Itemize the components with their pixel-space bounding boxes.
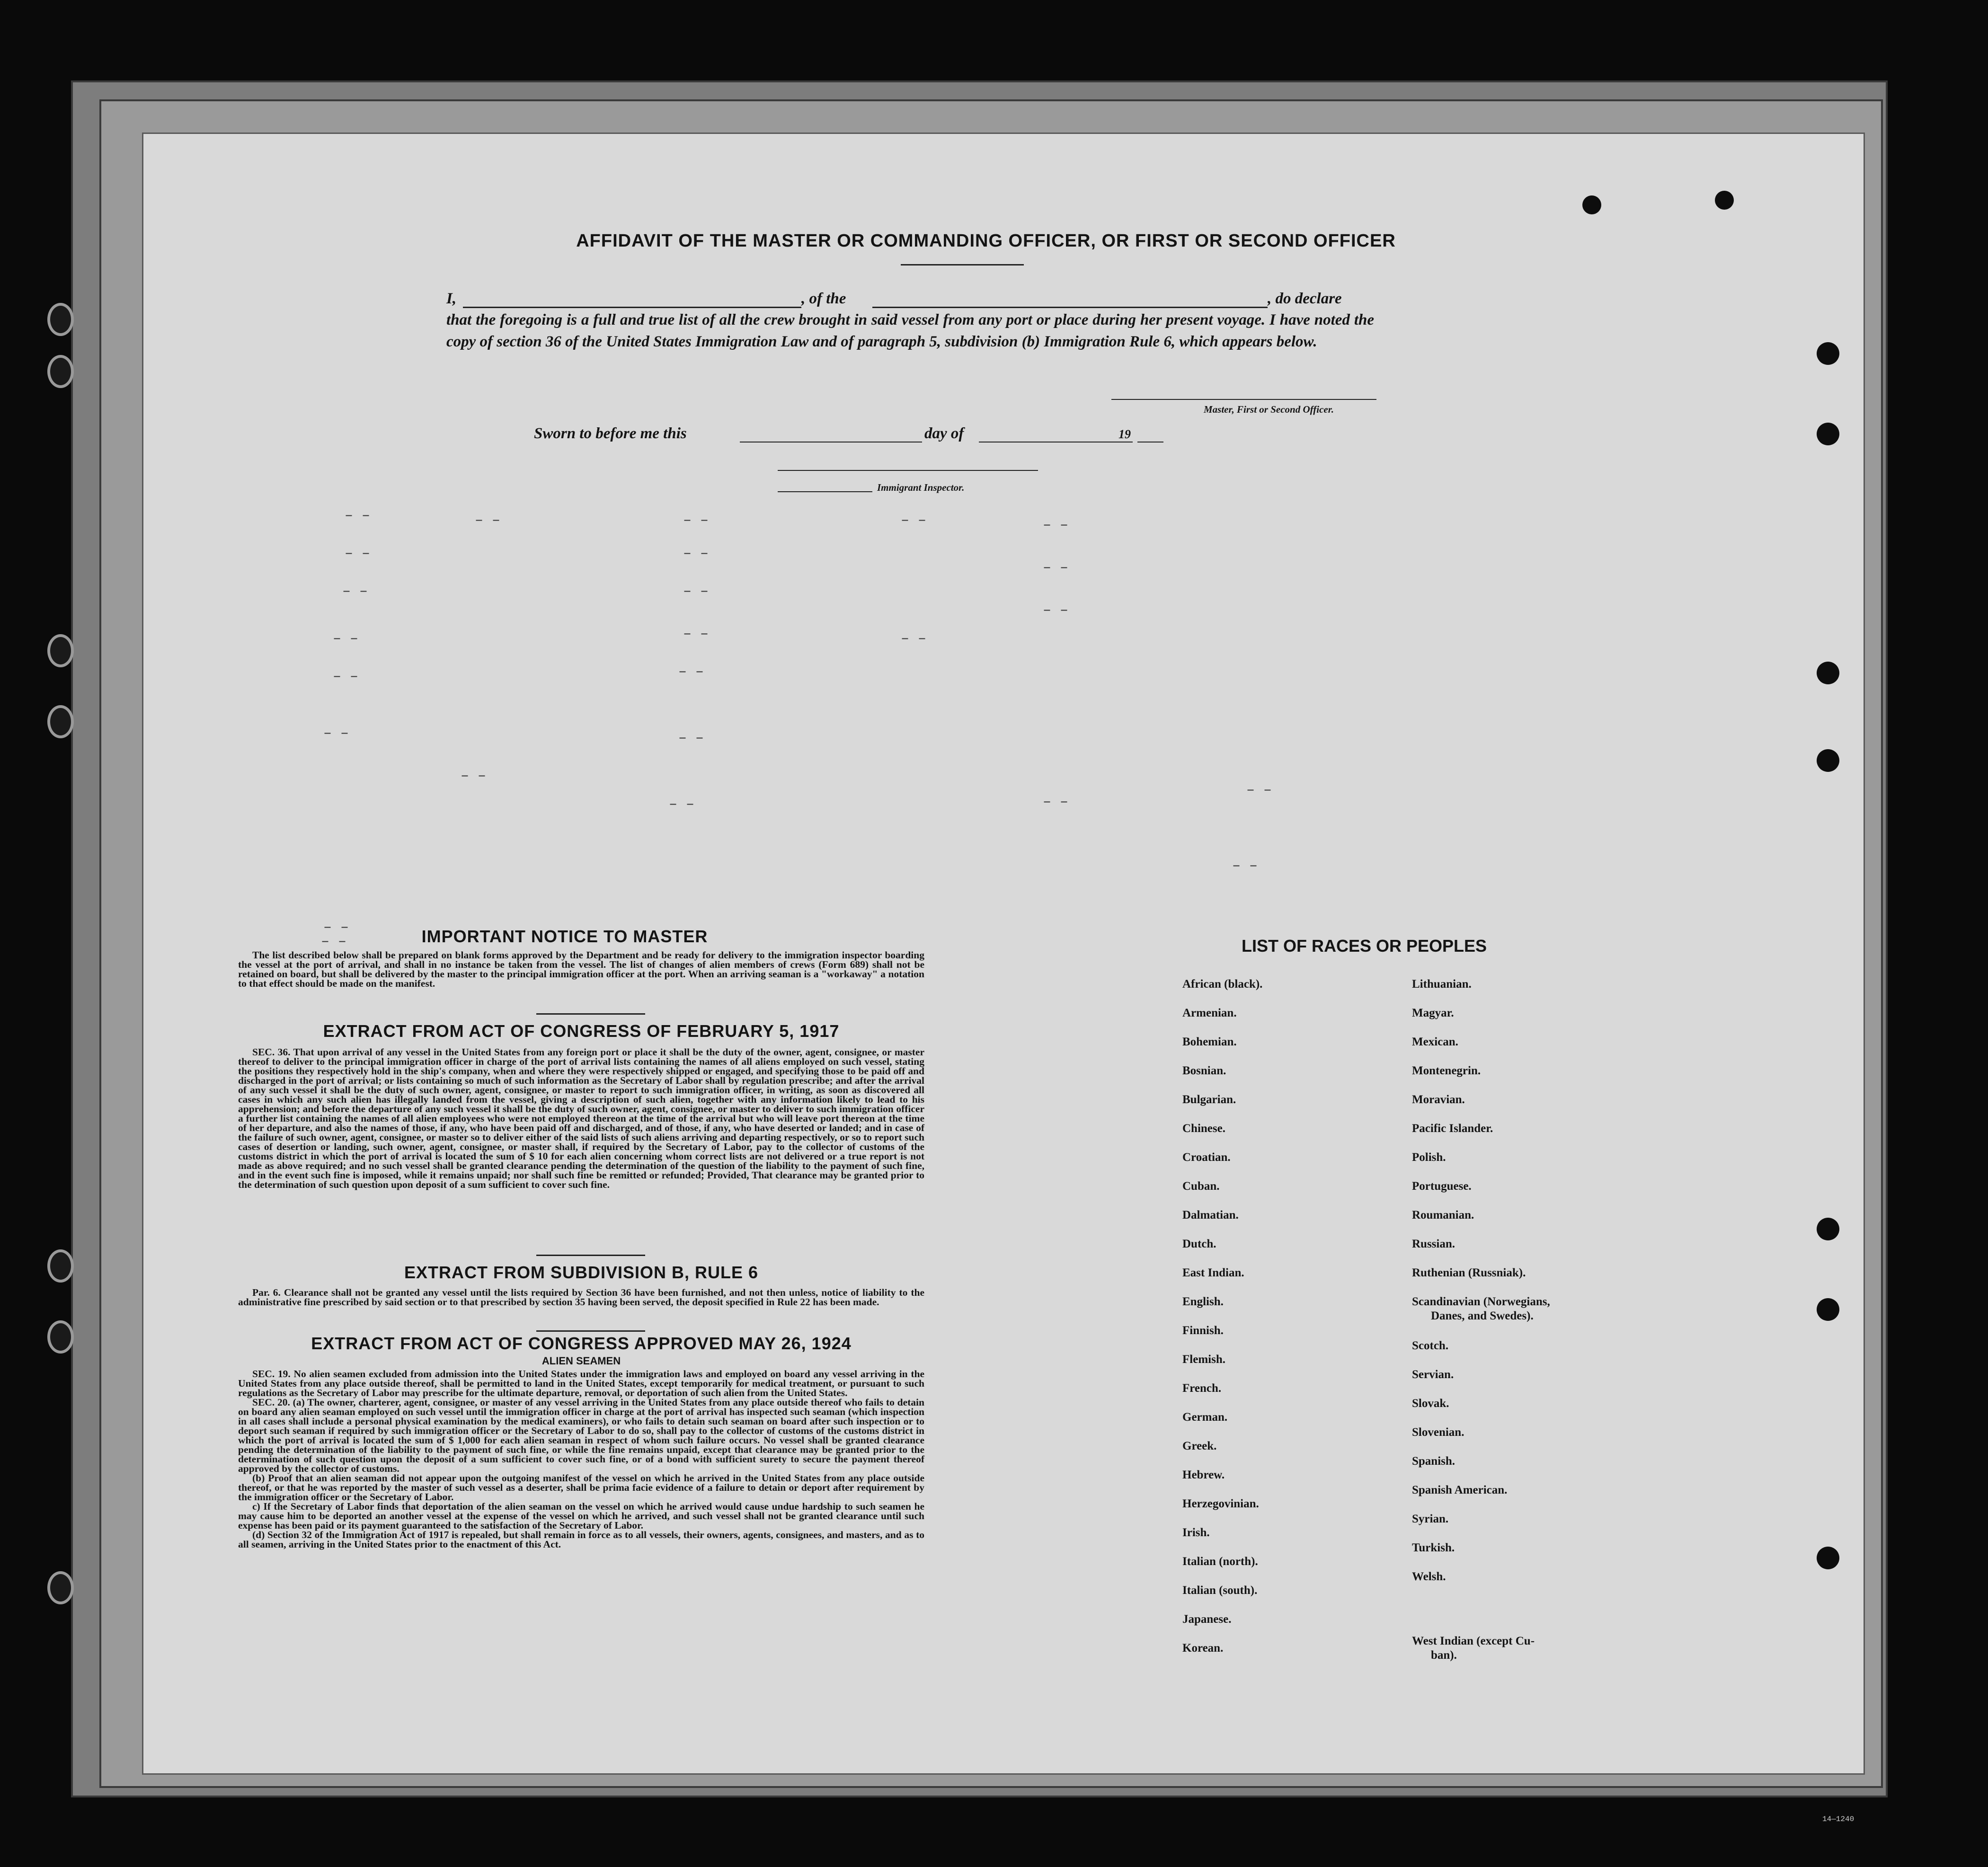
signature-line	[1111, 399, 1376, 400]
race-item: Herzegovinian.	[1182, 1497, 1259, 1510]
divider	[536, 1330, 645, 1332]
bleed-mark: – –	[901, 631, 927, 647]
bleed-mark: – –	[333, 669, 359, 685]
race-item: Flemish.	[1182, 1353, 1225, 1366]
bleed-mark: – –	[1043, 602, 1069, 619]
race-item: Hebrew.	[1182, 1469, 1225, 1481]
bleed-mark: – –	[678, 664, 704, 680]
bleed-mark: – –	[1232, 858, 1258, 874]
bleed-mark: – –	[1043, 794, 1069, 810]
race-item: Greek.	[1182, 1440, 1217, 1452]
blank-line	[778, 470, 1038, 471]
bleed-mark: – –	[321, 934, 347, 950]
bleed-mark: – –	[323, 920, 349, 936]
binder-hole	[47, 1249, 74, 1283]
binder-hole	[47, 705, 74, 738]
race-item: French.	[1182, 1382, 1222, 1395]
inspector-label: Immigrant Inspector.	[877, 482, 965, 493]
bleed-mark: – –	[669, 796, 695, 813]
notice-paragraph: The list described below shall be prepared on blank forms approved by the Department and be ready for delivery to the immigration inspector boarding the vessel at the port of arrival, and shall in no instance be taken from the vessel. The list of changes of alien members of crews (Form 689) shall not be retained on board, but shall be delivered by the master to the principal immigration officer at the port. When an arriving seaman is a "workaway" a notation to that effect should be made on the manifest.	[238, 949, 924, 989]
race-item: Korean.	[1182, 1642, 1224, 1655]
sworn-day-of: day of	[924, 425, 964, 442]
binder-hole	[47, 1571, 74, 1604]
race-item: African (black).	[1182, 978, 1263, 991]
race-item: ban).	[1431, 1649, 1457, 1662]
punch-hole	[1715, 191, 1734, 210]
extract-1924-subtitle: ALIEN SEAMEN	[541, 1355, 621, 1367]
race-item: Spanish.	[1412, 1455, 1456, 1468]
race-item: Portuguese.	[1412, 1180, 1472, 1193]
sec20c-paragraph: c) If the Secretary of Labor finds that deportation of the alien seaman on the vessel on which he arrived would cause undue hardship to such seamen he may cause him to be deported an another vessel at the expense of the vessel on which he arrived, and such vessel shall not be granted clearance until such expense has been paid or its payment guaranteed to the satisfaction of the Secretary of Labor.	[238, 1501, 924, 1531]
bleed-mark: – –	[345, 508, 371, 524]
sworn-prefix: Sworn to before me this	[534, 425, 687, 442]
affidavit-i: I,	[446, 290, 457, 307]
punch-hole	[1817, 342, 1839, 365]
extract-rule6-paragraph: Par. 6. Clearance shall not be granted any vessel until the lists required by Section 36 have been furnished, and not then unless, notice of liability to the administrative fine prescribed by said section or to that prescribed by section 35 having been served, the deposit specified in Rule 22 has been made.	[238, 1287, 924, 1308]
race-item: Italian (south).	[1182, 1584, 1258, 1597]
race-item: Polish.	[1412, 1151, 1446, 1164]
race-item: Armenian.	[1182, 1007, 1237, 1019]
extract-1917-title: EXTRACT FROM ACT OF CONGRESS OF FEBRUARY 5, 1917	[323, 1021, 840, 1041]
bleed-mark: – –	[1043, 517, 1069, 533]
sec20b-paragraph: (b) Proof that an alien seaman did not appear upon the outgoing manifest of the vessel on which he arrived in the United States from any place outside thereof, or that he was reported by the master of such vessel as a deserter, shall be prima facie evidence of a failure to detain or deport after requirement by the immigration officer or the Secretary of Labor.	[238, 1472, 924, 1503]
punch-hole	[1817, 662, 1839, 684]
signature-label: Master, First or Second Officer.	[1204, 404, 1334, 415]
notice-title: IMPORTANT NOTICE TO MASTER	[421, 927, 708, 946]
race-item: Cuban.	[1182, 1180, 1220, 1193]
race-item: Scotch.	[1412, 1339, 1449, 1352]
blank-line	[872, 307, 1268, 308]
race-item: Lithuanian.	[1412, 978, 1472, 991]
race-item: Moravian.	[1412, 1093, 1465, 1106]
bleed-mark: – –	[1246, 782, 1272, 798]
binder-hole	[47, 634, 74, 667]
race-item: Roumanian.	[1412, 1209, 1474, 1221]
bleed-mark: – –	[333, 631, 359, 647]
race-item: Ruthenian (Russniak).	[1412, 1266, 1526, 1279]
bleed-mark: – –	[683, 584, 709, 600]
race-item: Welsh.	[1412, 1570, 1446, 1583]
extract-1924-text	[238, 1369, 924, 1549]
document-page	[142, 133, 1865, 1775]
race-item: Mexican.	[1412, 1035, 1458, 1048]
races-title: LIST OF RACES OR PEOPLES	[1242, 936, 1487, 956]
sec19-paragraph: SEC. 19. No alien seamen excluded from admission into the United States under the immigration laws and employed on board any vessel arriving in the United States from any place outside thereof, shall be permitted to land in the United States, except temporarily for medical treatment, or pursuant to such regulations as the Secretary of Labor may prescribe for the ultimate departure, removal, or deportation of such alien from the United States.	[238, 1368, 924, 1398]
race-item: Pacific Islander.	[1412, 1122, 1493, 1135]
bleed-mark: – –	[342, 584, 368, 600]
bleed-mark: – –	[683, 546, 709, 562]
bleed-mark: – –	[1043, 560, 1069, 576]
binder-hole	[47, 303, 74, 336]
race-item: Italian (north).	[1182, 1555, 1258, 1568]
form-code: 14—1240	[1822, 1815, 1855, 1823]
bleed-mark: – –	[678, 730, 704, 746]
extract-rule6-text	[238, 1288, 924, 1307]
race-item: Turkish.	[1412, 1541, 1455, 1554]
punch-hole	[1582, 195, 1601, 214]
race-item: Croatian.	[1182, 1151, 1231, 1164]
race-item: Servian.	[1412, 1368, 1454, 1381]
race-item: Finnish.	[1182, 1324, 1224, 1337]
punch-hole	[1817, 1298, 1839, 1321]
bleed-mark: – –	[901, 513, 927, 529]
divider	[536, 1013, 645, 1015]
punch-hole	[1817, 1218, 1839, 1240]
race-item: Bosnian.	[1182, 1064, 1226, 1077]
race-item: Irish.	[1182, 1526, 1210, 1539]
race-item: Danes, and Swedes).	[1431, 1310, 1534, 1322]
blank-line	[463, 307, 801, 308]
binder-hole	[47, 1320, 74, 1354]
race-item: Bulgarian.	[1182, 1093, 1236, 1106]
extract-1917-paragraph: SEC. 36. That upon arrival of any vessel in the United States from any foreign port or place it shall be the duty of the owner, agent, consignee, or master thereof to deliver to the principal immigration officer in charge of the port of arrival lists containing the names of all aliens employed on such vessel, stating the positions they respectively hold in the ship's company, when and where they were respectively shipped or engaged, and specifying those to be paid off and discharged in the port of arrival; or lists containing so much of such information as the Secretary of Labor shall by regulation prescribe; and after the arrival of any such vessel it shall be the duty of such owner, agent, consignee, or master to report to such immigration officer, in writing, as soon as discovered all cases in which any such alien has illegally landed from the vessel, giving a description of such alien, together with any information likely to lead to his apprehension; and before the departure of any such vessel it shall be the duty of such owner, agent, consignee, or master to deliver to such immigration officer a further list containing the names of all alien employees who were not employed thereon at the time of the arrival but who will leave port thereon at the time of her departure, and also the names of those, if any, who have been paid off and discharged, and of those, if any, who have deserted or landed; and in case of the failure of such owner, agent, consignee, or master so to deliver either of the said lists of such aliens arriving and departing respectively, or so to report such cases of desertion or landing, such owner, agent, consignee, or master shall, if required by the Secretary of Labor, pay to the collector of customs of the customs district in which the port of arrival is located the sum of $ 10 for each alien concerning whom correct lists are not delivered or a true report is not made as above required; and no such vessel shall be granted clearance pending the determination of the question of the liability to the payment of such fine, and in the event such fine is imposed, while it remains unpaid; nor shall such fine be remitted or refunded; Provided, That clearance may be granted prior to the determination of such question upon deposit of a sum sufficient to cover such fine.	[238, 1046, 924, 1190]
race-item: West Indian (except Cu-	[1412, 1635, 1535, 1647]
divider	[901, 264, 1024, 265]
race-item: Japanese.	[1182, 1613, 1232, 1626]
bleed-mark: – –	[461, 768, 487, 784]
bleed-mark: – –	[323, 726, 349, 742]
punch-hole	[1817, 1547, 1839, 1569]
race-item: Chinese.	[1182, 1122, 1225, 1135]
race-item: Syrian.	[1412, 1513, 1449, 1525]
punch-hole	[1817, 423, 1839, 445]
sec20d-paragraph: (d) Section 32 of the Immigration Act of 1917 is repealed, but shall remain in force as to all vessels, their owners, agents, consignees, and masters, and as to all seamen, arriving in the United States prior to the enactment of this Act.	[238, 1529, 924, 1550]
race-item: German.	[1182, 1411, 1228, 1424]
affidavit-declaration: that the foregoing is a full and true list of all the crew brought in said vessel from any port or place during her present voyage. I have noted the copy of section 36 of the United States Immigration Law and of paragraph 5, subdivision (b) Immigration Rule 6, which appears below.	[446, 311, 1374, 350]
sec20a-paragraph: SEC. 20. (a) The owner, charterer, agent, consignee, or master of any vessel arriving in the United States from any place outside thereof who fails to detain on board any alien seaman employed on such vessel until the immigration officer in charge at the port of arrival has inspected such seaman (which inspection in all cases shall include a personal physical examination by the medical examiners), or who fails to detain such seaman on board after such inspection or to deport such seaman if required by such immigration officer or the Secretary of Labor to do so, shall pay to the collector of customs of the customs district in which the port of arrival is located the sum of $ 1,000 for each alien seaman in respect of whom such failure occurs. No vessel shall be granted clearance pending the determination of the liability to the payment of such fine, or while the fine remains unpaid, except that clearance may be granted prior to the determination of such question upon the deposit of a sum sufficient to cover such fine, or of a bond with sufficient surety to secure the payment thereof approved by the collector of customs.	[238, 1397, 924, 1474]
divider	[536, 1255, 645, 1256]
punch-hole	[1817, 749, 1839, 772]
affidavit-title: AFFIDAVIT OF THE MASTER OR COMMANDING OFFICER, OR FIRST OR SECOND OFFICER	[576, 231, 1396, 251]
bleed-mark: – –	[683, 626, 709, 642]
blank-line	[778, 491, 872, 492]
bleed-mark: – –	[345, 546, 371, 562]
race-item: Scandinavian (Norwegians,	[1412, 1295, 1550, 1308]
sworn-year: 19	[1118, 427, 1131, 441]
bleed-mark: – –	[683, 513, 709, 529]
extract-rule6-title: EXTRACT FROM SUBDIVISION B, RULE 6	[404, 1263, 759, 1282]
binder-hole	[47, 355, 74, 388]
race-item: Magyar.	[1412, 1007, 1454, 1019]
race-item: East Indian.	[1182, 1266, 1244, 1279]
race-item: Montenegrin.	[1412, 1064, 1481, 1077]
race-item: English.	[1182, 1295, 1224, 1308]
race-item: Slovenian.	[1412, 1426, 1464, 1439]
race-item: Spanish American.	[1412, 1484, 1508, 1496]
race-item: Bohemian.	[1182, 1035, 1237, 1048]
extract-1917-text	[238, 1047, 924, 1189]
notice-text	[238, 950, 924, 988]
race-item: Dutch.	[1182, 1238, 1216, 1250]
race-item: Russian.	[1412, 1238, 1456, 1250]
affidavit-of-the: , of the	[801, 290, 846, 307]
race-item: Slovak.	[1412, 1397, 1449, 1410]
affidavit-do-declare: , do declare	[1268, 290, 1342, 307]
race-item: Dalmatian.	[1182, 1209, 1239, 1221]
extract-1924-title: EXTRACT FROM ACT OF CONGRESS APPROVED MAY 26, 1924	[311, 1334, 852, 1353]
bleed-mark: – –	[475, 513, 501, 529]
